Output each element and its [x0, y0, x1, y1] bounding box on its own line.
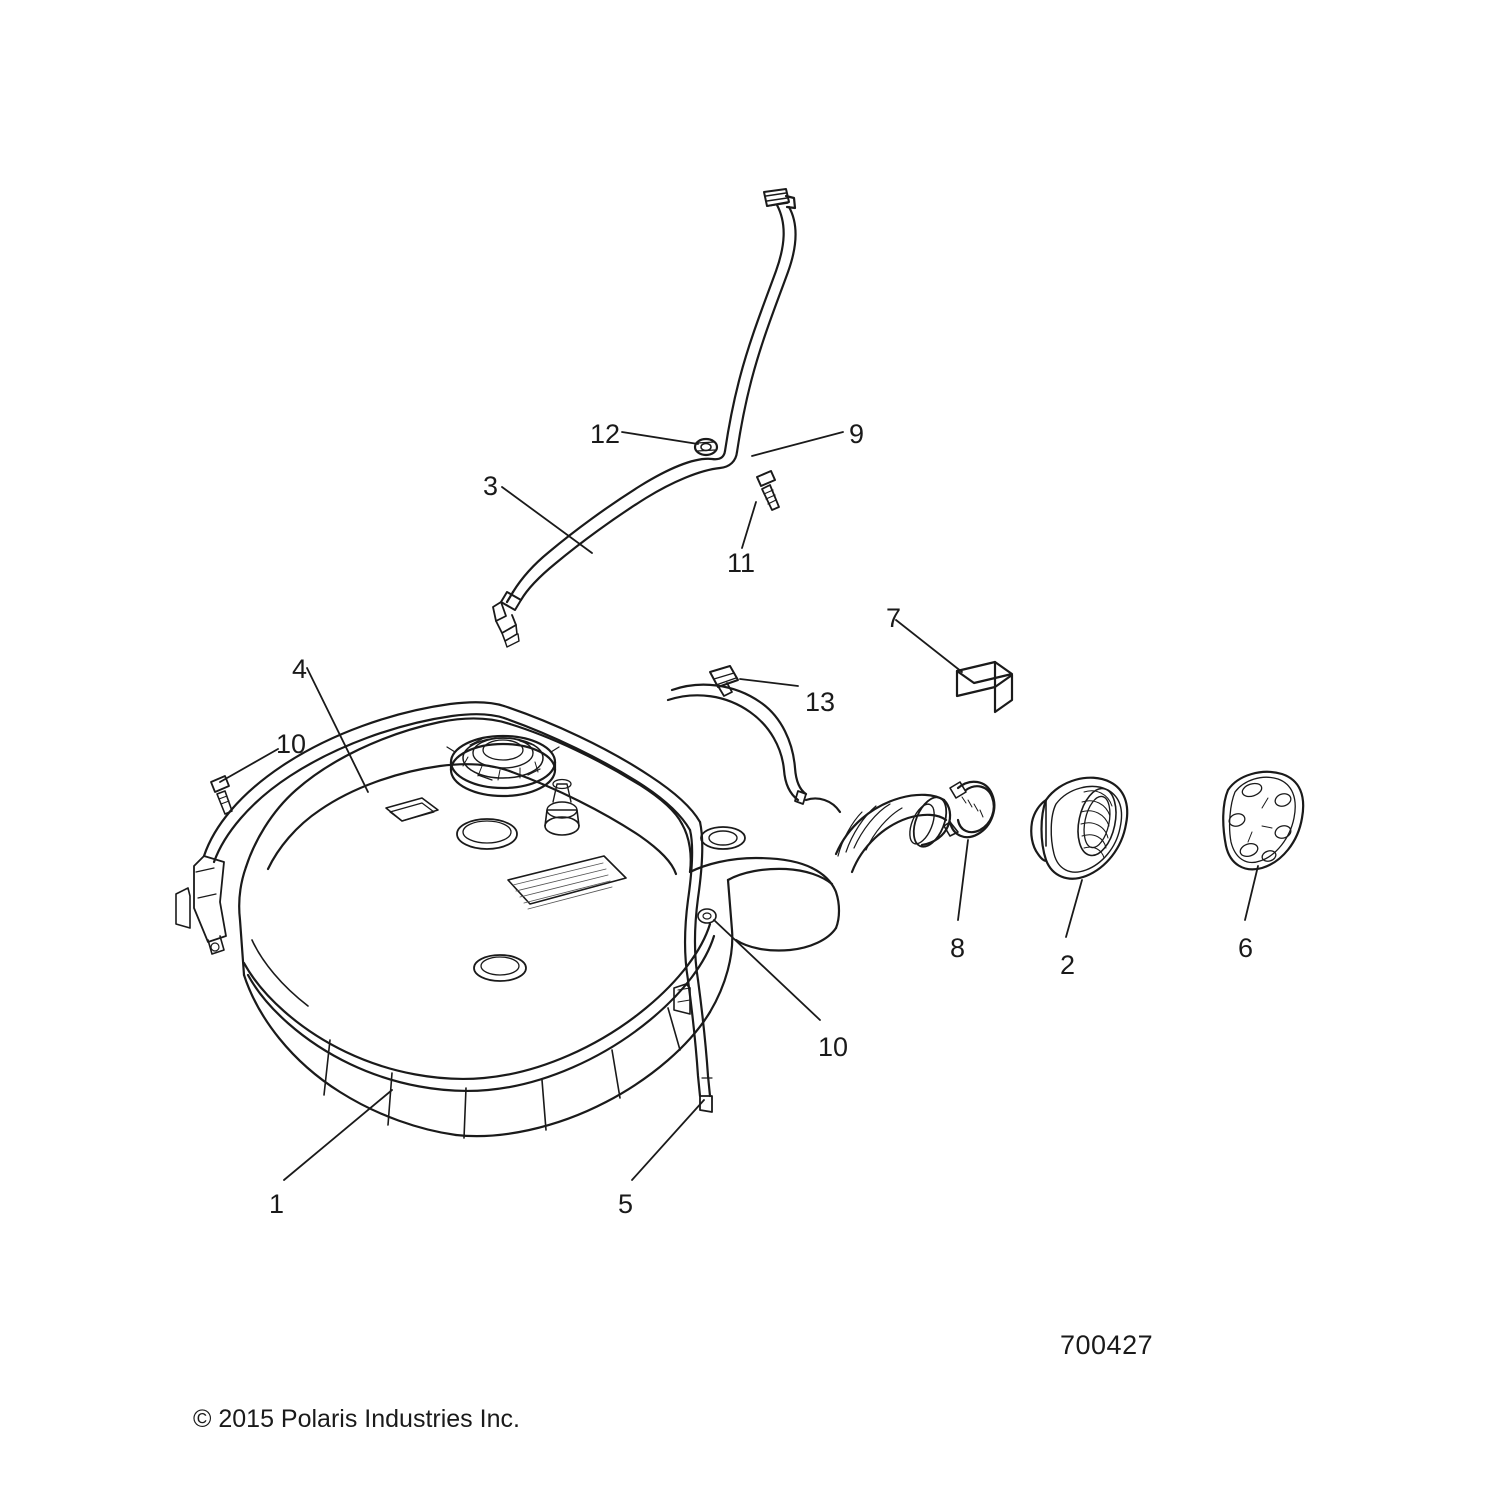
part-strap-4	[176, 702, 716, 1112]
callout-7: 7	[886, 603, 902, 633]
fuel-pump-module	[447, 736, 559, 796]
callout-3: 3	[483, 471, 499, 501]
callout-1: 1	[269, 1189, 285, 1219]
diagram-part-number: 700427	[1060, 1330, 1154, 1360]
part-fuel-cap-6	[1223, 772, 1303, 870]
callout-6: 6	[1238, 933, 1254, 963]
callout-13: 13	[805, 687, 836, 717]
part-hose-clamp-8	[944, 782, 994, 837]
part-clip-12	[695, 439, 717, 455]
callout-5: 5	[618, 1189, 634, 1219]
callout-12: 12	[590, 419, 621, 449]
part-fuel-tank-1-4	[239, 718, 839, 1138]
callout-8: 8	[950, 933, 966, 963]
part-block-7	[957, 662, 1012, 712]
leader-lines	[220, 432, 1258, 1180]
callout-4: 4	[292, 654, 308, 684]
part-clamp-13	[710, 666, 738, 696]
callout-9: 9	[849, 419, 865, 449]
callout-2: 2	[1060, 950, 1076, 980]
callout-10-right: 10	[818, 1032, 849, 1062]
tank-filler-neck	[806, 793, 953, 872]
tank-vent-hose	[668, 685, 806, 804]
part-screw-11	[757, 471, 779, 510]
part-filler-spout-2	[1031, 778, 1127, 879]
part-vent-hose-3	[493, 189, 796, 647]
callout-10-left: 10	[276, 729, 307, 759]
copyright-notice: © 2015 Polaris Industries Inc.	[193, 1405, 520, 1433]
callout-11: 11	[727, 548, 756, 578]
